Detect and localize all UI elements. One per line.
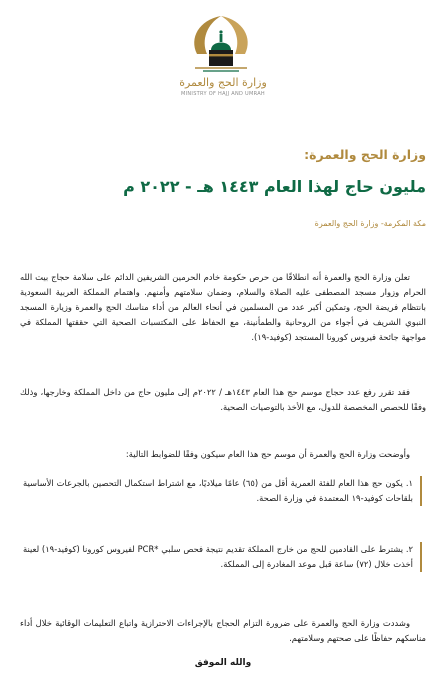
article-closing: والله الموفق <box>194 658 252 668</box>
ministry-logo-icon <box>171 10 271 74</box>
article-headline: مليون حاج لهذا العام ١٤٤٣ هـ - ٢٠٢٢ م <box>123 177 426 196</box>
article-paragraph-1: تعلن وزارة الحج والعمرة أنه انطلاقًا من حرص حكومة خادم الحرمين الشريفين الدائم على سلامة حجاج بيت الله الحرام وزوار مسجد المصطفى عليه الصلاة والسلام، وضمان سلامتهم وأمنهم. واهتمام المملكة العربية السعودية بانتظام فريضة الحج، وتمكين أكبر عدد من المسلمين في أنحاء العالم من أداء مناسك الحج والعمرة وزيارة المسجد النبوي الشريف في أجواء من الروحانية والطمأنينة، مع الحفاظ على المكتسبات الصحية التي حققتها المملكة في مواجهة جائحة فيروس كورونا المستجد (كوفيد-١٩). <box>20 272 426 343</box>
logo-name-english: MINISTRY OF HAJJ AND UMRAH <box>181 91 265 97</box>
ministry-header <box>0 8 446 108</box>
logo-name-arabic: وزارة الحج والعمرة <box>179 76 267 89</box>
article-paragraph-4: وشددت وزارة الحج والعمرة على ضرورة التزام الحجاج بالإجراءات الاحترازية واتباع التعليمات الوقائية خلال أداء مناسكهم حفاظًا على صحتهم وسلامتهم. <box>20 618 426 644</box>
article-paragraph-2: فقد تقرر رفع عدد حجاج موسم حج هذا العام ١٤٤٣هـ / ٢٠٢٢م إلى مليون حاج من داخل المملكة وخارجها، وذلك وفقًا للحصص المخصصة للدول، مع الأخذ بالتوصيات الصحية. <box>20 387 426 413</box>
rule-item-pcr-test: ٢. يشترط على القادمين للحج من خارج المملكة تقديم نتيجة فحص سلبي *PCR لفيروس كورونا (كوفيد-١٩) لعينة أخذت خلال (٧٢) ساعة قبل موعد المغادرة إلى المملكة. <box>23 542 422 572</box>
article-paragraph-3: وأوضحت وزارة الحج والعمرة أن موسم حج هذا العام سيكون وفقًا للضوابط التالية: <box>125 449 410 460</box>
rule-item-age-vaccination: ١. يكون حج هذا العام للفئة العمرية أقل من (٦٥) عامًا ميلاديًا، مع اشتراط استكمال التحصين بالجرعات الأساسية بلقاحات كوفيد-١٩ المعتمدة في وزارة الصحة. <box>23 476 422 506</box>
article-dateline: مكة المكرمة- وزارة الحج والعمرة <box>314 219 426 228</box>
article-kicker: وزارة الحج والعمرة: <box>304 147 426 162</box>
